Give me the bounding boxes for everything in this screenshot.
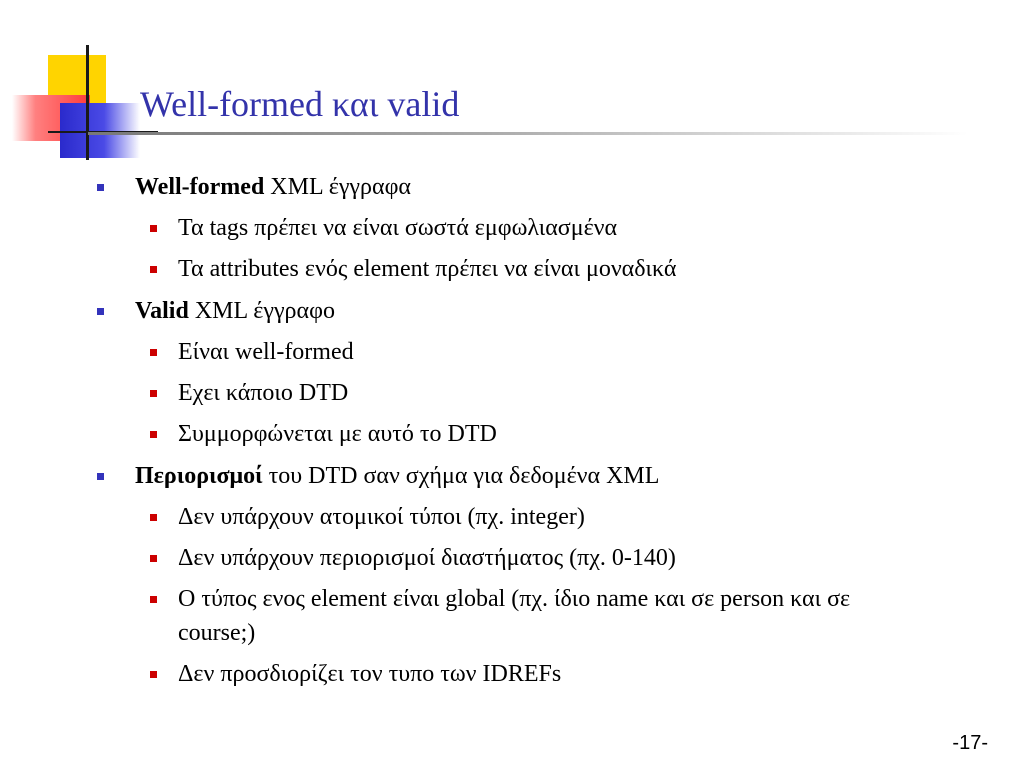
sub-bullet-item: Ο τύπος ενος element είναι global (πχ. ίδιο name και σε person και σε course;): [178, 586, 851, 646]
page-number: -17-: [952, 732, 988, 754]
sub-bullet-marker: [150, 555, 157, 562]
sub-bullet-item: Εχει κάποιο DTD: [178, 380, 349, 406]
sub-bullet-marker: [150, 671, 157, 678]
bullet-bold-term: Well-formed: [135, 174, 265, 200]
bullet-marker: [97, 473, 104, 480]
bullet-marker: [97, 308, 104, 315]
bullet-bold-term: Valid: [135, 298, 189, 324]
sub-bullet-item: Δεν υπάρχουν περιορισμοί διαστήματος (πχ. 0-140): [178, 545, 676, 571]
sub-bullet-marker: [150, 349, 157, 356]
bullet-well-formed: [135, 170, 411, 204]
bullet-limitations: [135, 459, 659, 493]
logo-vertical-line: [86, 45, 89, 160]
sub-bullet-marker: [150, 225, 157, 232]
sub-bullet-item: Είναι well-formed: [178, 339, 354, 365]
bullet-text: XML έγγραφο: [188, 298, 335, 324]
bullet-marker: [97, 184, 104, 191]
sub-bullet-item: Δεν υπάρχουν ατομικοί τύποι (πχ. integer): [178, 504, 585, 530]
sub-bullet-item: Συμμορφώνεται με αυτό το DTD: [178, 421, 497, 447]
bullet-bold-term: Περιορισμοί: [135, 463, 263, 489]
sub-bullet-marker: [150, 596, 157, 603]
sub-bullet-marker: [150, 431, 157, 438]
sub-bullet-marker: [150, 390, 157, 397]
sub-bullet-item: Δεν προσδιορίζει τον τυπο των IDREFs: [178, 661, 562, 687]
sub-bullet-marker: [150, 514, 157, 521]
bullet-text: του DTD σαν σχήμα για δεδομένα XML: [262, 463, 660, 489]
bullet-text: XML έγγραφα: [264, 174, 412, 200]
sub-bullet-item: Τα tags πρέπει να είναι σωστά εμφωλιασμένα: [178, 215, 618, 241]
slide-title: Well-formed και valid: [140, 84, 460, 124]
bullet-valid: [135, 294, 335, 328]
sub-bullet-marker: [150, 266, 157, 273]
sub-bullet-item: Τα attributes ενός element πρέπει να είναι μοναδικά: [178, 256, 677, 282]
title-underline: [88, 132, 968, 135]
